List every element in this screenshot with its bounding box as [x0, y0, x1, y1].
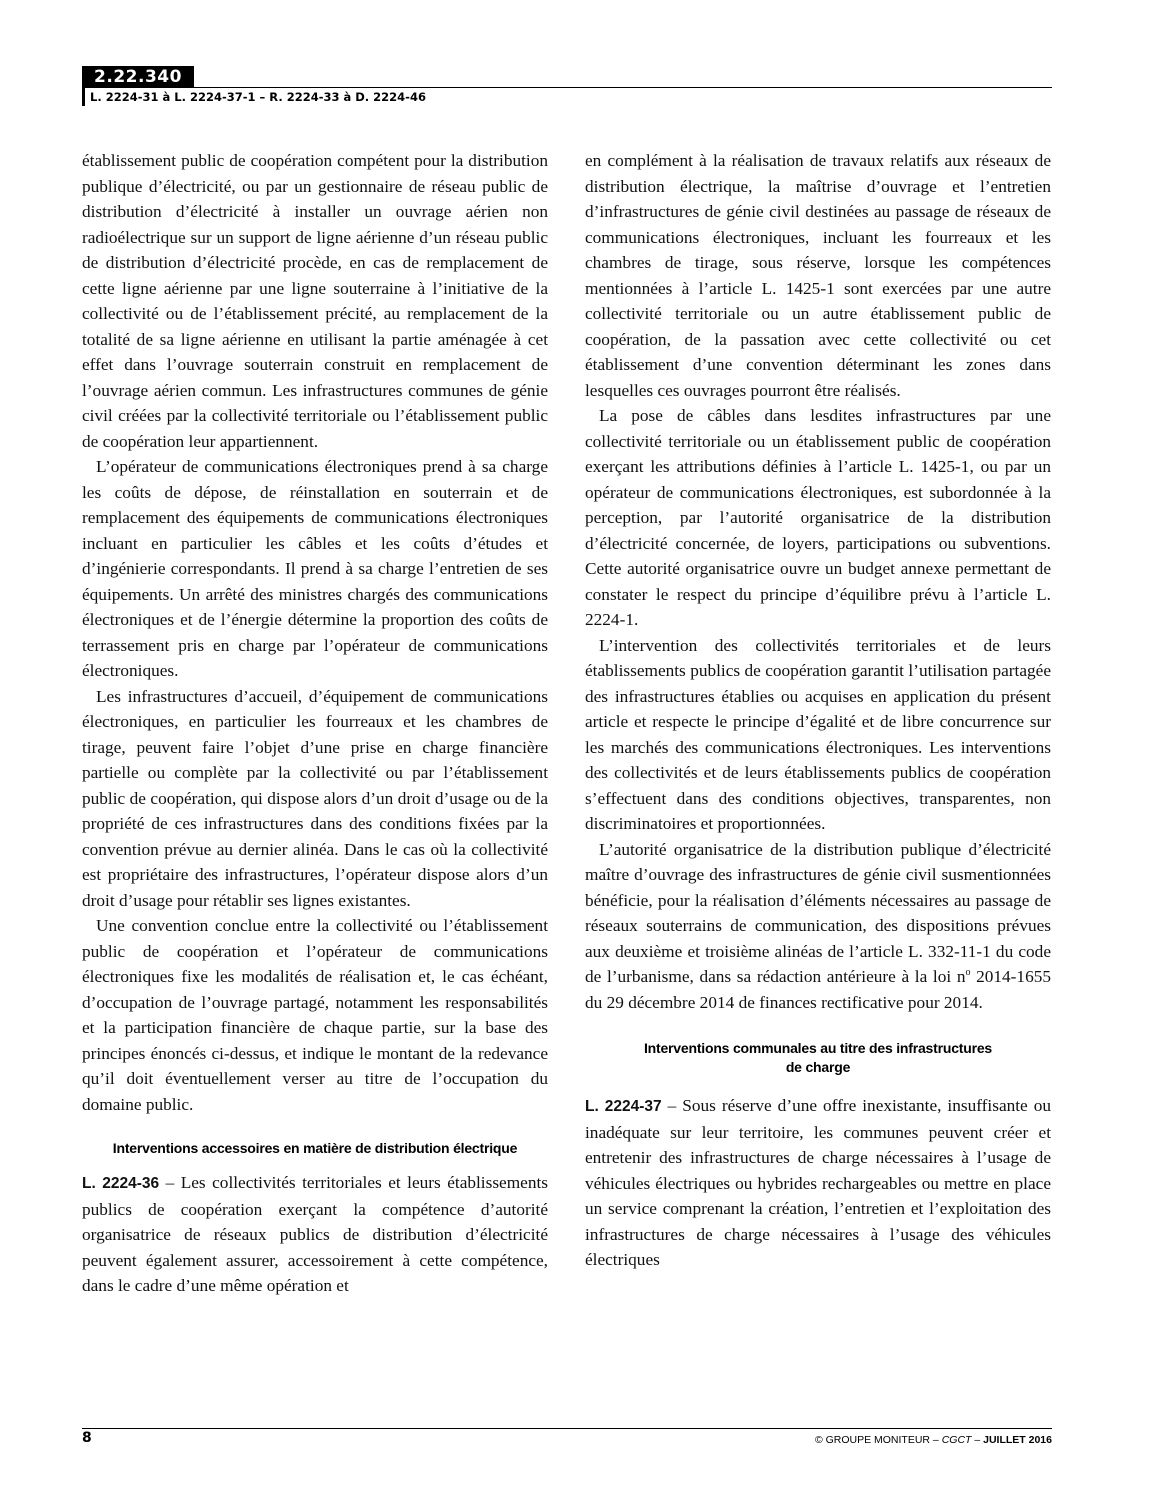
- section-heading: [585, 1039, 1051, 1077]
- paragraph: [585, 837, 1051, 1016]
- page-number: 8: [82, 1430, 92, 1446]
- heading-line: de charge: [785, 1059, 851, 1075]
- left-column: [82, 148, 548, 1299]
- paragraph: Les infrastructures d’accueil, d’équipement de communications électroniques, en particulier les fourreaux et les chambres de tirage, peuvent faire l’objet d’une prise en charge financière partielle ou complète par la collectivité ou par l’établissement public de coopération, qui dispose alors d’un droit d’usage ou de la propriété de ces infrastructures dans des conditions fixées par la convention prévue au dernier alinéa. Dans le cas où la collectivité est propriétaire des infrastructures, l’opérateur dispose alors d’un droit d’usage pour rétablir ses lignes existantes.: [82, 686, 548, 910]
- paragraph: en complément à la réalisation de travaux relatifs aux réseaux de distribution électrique, la maîtrise d’ouvrage et l’entretien d’infrastructures de génie civil destinées au passage de réseaux de communications électroniques, incluant les fourreaux et les chambres de tirage, sous réserve, lorsque les compétences mentionnées à l’article L. 1425-1 sont exercées par une autre collectivité territoriale ou un autre établissement public de coopération, de la passation avec cette collectivité ou cet établissement d’une convention déterminant les zones dans lesquelles ces ouvrages pourront être réalisés.: [585, 151, 1051, 400]
- publication-date: JUILLET 2016: [983, 1434, 1052, 1446]
- article-reference: L. 2224-37: [585, 1098, 662, 1115]
- paragraph: L’opérateur de communications électroniques prend à sa charge les coûts de dépose, de réinstallation en souterrain et de remplacement des équipements de communications électroniques incluant en particulier les câbles et les coûts d’études et d’ingénierie correspondants. Il prend à sa charge l’entretien de ses équipements. Un arrêté des ministres chargés des communications électroniques et de l’énergie détermine la proportion des coûts de terrassement pris en charge par l’opérateur de communications électroniques.: [82, 457, 548, 680]
- publication-name: CGCT: [941, 1434, 972, 1446]
- article-text: – Sous réserve d’une offre inexistante, insuffisante ou inadéquate sur leur territoire, les communes peuvent créer et entretenir des infrastructures de charge nécessaires à l’usage de véhicules électriques ou hybrides rechargeables ou mettre en place un service comprenant la création, l’entretien et l’exploitation des infrastructures de charge nécessaires à l’usage des véhicules électriques: [585, 1096, 1051, 1269]
- paragraph-text: 2014-1655 du 29 décembre 2014 de finances rectificative pour 2014.: [585, 967, 1051, 1012]
- article-text: – Les collectivités territoriales et leurs établissements publics de coopération exerçant la compétence d’autorité organisatrice de réseaux publics de distribution d’électricité peuvent également assurer, accessoirement à cette compétence, dans le cadre d’une même opération et: [82, 1173, 549, 1295]
- article-reference: L. 2224-36: [82, 1175, 160, 1192]
- section-heading: Interventions accessoires en matière de distribution électrique: [112, 1140, 518, 1156]
- paragraph: L’intervention des collectivités territoriales et de leurs établissements publics de coopération garantit l’utilisation partagée des infrastructures établies ou acquises en application du présent article et respecte le principe d’égalité et de libre concurrence sur les marchés des communications électroniques. Les interventions des collectivités et de leurs établissements publics de coopération s’effectuent dans des conditions objectives, transparentes, non discriminatoires et proportionnées.: [585, 635, 1051, 833]
- header-side-bar: [82, 87, 85, 106]
- paragraph: La pose de câbles dans lesdites infrastructures par une collectivité territoriale ou un établissement public de coopération exerçant les attributions définies à l’article L. 1425-1, ou par un opérateur de communications électroniques, est subordonnée à la perception, par l’autorité organisatrice de la distribution d’électricité concernée, de loyers, participations ou subventions. Cette autorité organisatrice ouvre un budget annexe permettant de constater le respect du principe d’équilibre prévu à l’article L. 2224-1.: [585, 406, 1051, 629]
- copyright-text: © GROUPE MONITEUR –: [814, 1434, 942, 1446]
- paragraph: Une convention conclue entre la collectivité ou l’établissement public de coopération et l’opérateur de communications électroniques fixe les modalités de réalisation et, le cas échéant, d’occupation de l’ouvrage partagé, notamment les responsabilités et la participation financière de chaque partie, sur la base des principes énoncés ci-dessus, et indique le montant de la redevance qu’il doit éventuellement verser au titre de l’occupation du domaine public.: [82, 916, 548, 1114]
- heading-line: Interventions communales au titre des infrastructures: [643, 1040, 993, 1056]
- paragraph: établissement public de coopération compétent pour la distribution publique d’électricité, ou par un gestionnaire de réseau public de distribution d’électricité à installer un ouvrage aérien non radioélectrique sur un support de ligne aérienne d’un réseau public de distribution d’électricité procède, en cas de remplacement de cette ligne aérienne par une ligne souterraine à l’initiative de la collectivité ou de l’établissement précité, au remplacement de la totalité de sa ligne aérienne en utilisant la partie aménagée à cet effet dans l’ouvrage souterrain construit en remplacement de l’ouvrage aérien commun. Les infrastructures communes de génie civil créées par la collectivité territoriale ou l’établissement public de coopération leur appartiennent.: [82, 151, 548, 451]
- right-column: [585, 148, 1051, 1273]
- footer-rule: [82, 1428, 1052, 1429]
- separator: –: [971, 1434, 984, 1446]
- article-paragraph: [82, 1170, 548, 1299]
- superscript: o: [965, 967, 971, 979]
- article-paragraph: [585, 1093, 1051, 1273]
- footer-copyright: [815, 1434, 1052, 1446]
- header-rule: [82, 87, 1052, 88]
- section-code-badge: 2.22.340: [82, 66, 194, 88]
- paragraph-text: L’autorité organisatrice de la distribution publique d’électricité maître d’ouvrage des infrastructures de génie civil susmentionnées bénéficie, pour la réalisation d’éléments nécessaires au passage de réseaux souterrains de communication, des dispositions prévues aux deuxième et troisième alinéas de l’article L. 332-11-1 du code de l’urbanisme, dans sa rédaction antérieure à la loi n: [585, 839, 1051, 986]
- article-range-reference: L. 2224-31 à L. 2224-37-1 – R. 2224-33 à D. 2224-46: [90, 90, 426, 104]
